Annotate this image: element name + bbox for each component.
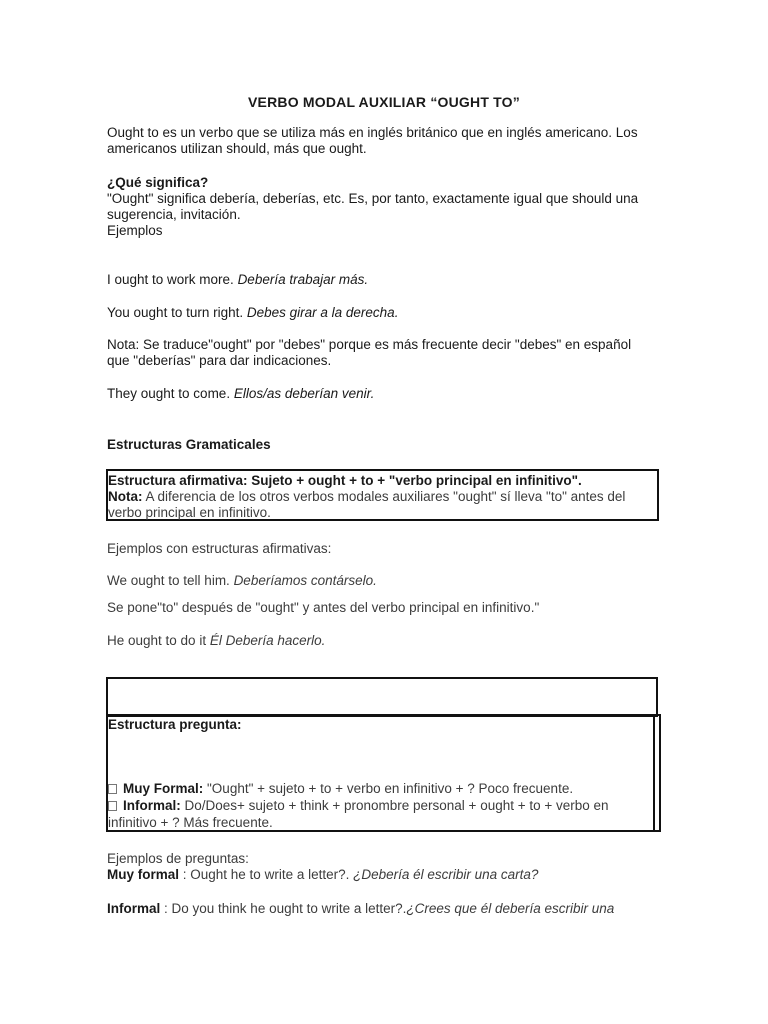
question-example-formal: [107, 867, 538, 883]
question-informal: [108, 798, 609, 814]
question-informal-label: Informal:: [123, 798, 181, 813]
affirmative-heading: Estructura afirmativa: Sujeto + ought + to + "verbo principal en infinitivo".: [108, 473, 582, 488]
meaning-heading: ¿Qué significa?: [107, 175, 209, 190]
question-example-informal: [107, 901, 614, 917]
affirmative-note-line-2: verbo principal en infinitivo.: [108, 505, 271, 520]
affirmative-note-label: Nota:: [108, 489, 143, 504]
example-3: [107, 386, 374, 402]
example-1: [107, 272, 368, 288]
affirmative-example-1: [107, 573, 377, 589]
question-example-informal-english: : Do you think he ought to write a letter?.: [160, 901, 407, 916]
question-formal: [108, 781, 573, 797]
affirmative-example-2: [107, 633, 325, 649]
example-2-spanish: Debes girar a la derecha.: [246, 305, 399, 320]
question-example-informal-spanish: ¿Crees que él debería escribir una: [406, 901, 615, 916]
page-title: VERBO MODAL AUXILIAR “OUGHT TO”: [248, 94, 520, 110]
meaning-line-1: "Ought" significa debería, deberías, etc. Es, por tanto, exactamente igual que should una: [107, 191, 639, 206]
question-box-divider: [653, 716, 655, 830]
affirmative-explanation: Se pone"to" después de "ought" y antes del verbo principal en infinitivo.": [107, 600, 540, 615]
affirmative-example-2-spanish: Él Debería hacerlo.: [209, 633, 326, 648]
example-3-spanish: Ellos/as deberían venir.: [233, 386, 375, 401]
example-2: [107, 305, 398, 321]
structures-heading: Estructuras Gramaticales: [107, 437, 271, 452]
question-formal-label: Muy Formal:: [123, 781, 204, 796]
question-example-formal-spanish: ¿Debería él escribir una carta?: [353, 867, 539, 882]
question-box-top: [106, 677, 658, 717]
affirmative-note: [108, 489, 625, 505]
question-informal-line-2: infinitivo + ? Más frecuente.: [108, 815, 273, 830]
question-informal-text: Do/Does+ sujeto + think + pronombre personal + ought + to + verbo en: [180, 798, 609, 813]
note-line-2: que "deberías" para dar indicaciones.: [107, 353, 332, 368]
question-examples-intro: Ejemplos de preguntas:: [107, 851, 249, 866]
checkbox-bullet-icon: [108, 801, 117, 811]
examples-label: Ejemplos: [107, 223, 163, 238]
affirmative-example-1-spanish: Deberíamos contárselo.: [233, 573, 377, 588]
example-3-english: They ought to come.: [107, 386, 234, 401]
intro-line-1: Ought to es un verbo que se utiliza más en inglés británico que en inglés americano. Los: [107, 125, 638, 140]
example-2-english: You ought to turn right.: [107, 305, 247, 320]
example-1-english: I ought to work more.: [107, 272, 238, 287]
intro-line-2: americanos utilizan should, más que ought.: [107, 141, 367, 156]
affirmative-note-text: A diferencia de los otros verbos modales auxiliares "ought" sí lleva "to" antes del: [142, 489, 626, 504]
meaning-line-2: sugerencia, invitación.: [107, 207, 241, 222]
affirmative-examples-intro: Ejemplos con estructuras afirmativas:: [107, 541, 332, 556]
question-example-formal-label: Muy formal: [107, 867, 180, 882]
example-1-spanish: Debería trabajar más.: [237, 272, 369, 287]
question-example-informal-label: Informal: [107, 901, 161, 916]
question-formal-text: "Ought" + sujeto + to + verbo en infinitivo + ? Poco frecuente.: [203, 781, 574, 796]
affirmative-example-1-english: We ought to tell him.: [107, 573, 234, 588]
checkbox-bullet-icon: [108, 784, 117, 794]
question-heading: Estructura pregunta:: [108, 717, 242, 732]
note-line-1: Nota: Se traduce"ought" por "debes" porque es más frecuente decir "debes" en español: [107, 337, 632, 352]
question-example-formal-english: : Ought he to write a letter?.: [179, 867, 354, 882]
affirmative-example-2-english: He ought to do it: [107, 633, 210, 648]
